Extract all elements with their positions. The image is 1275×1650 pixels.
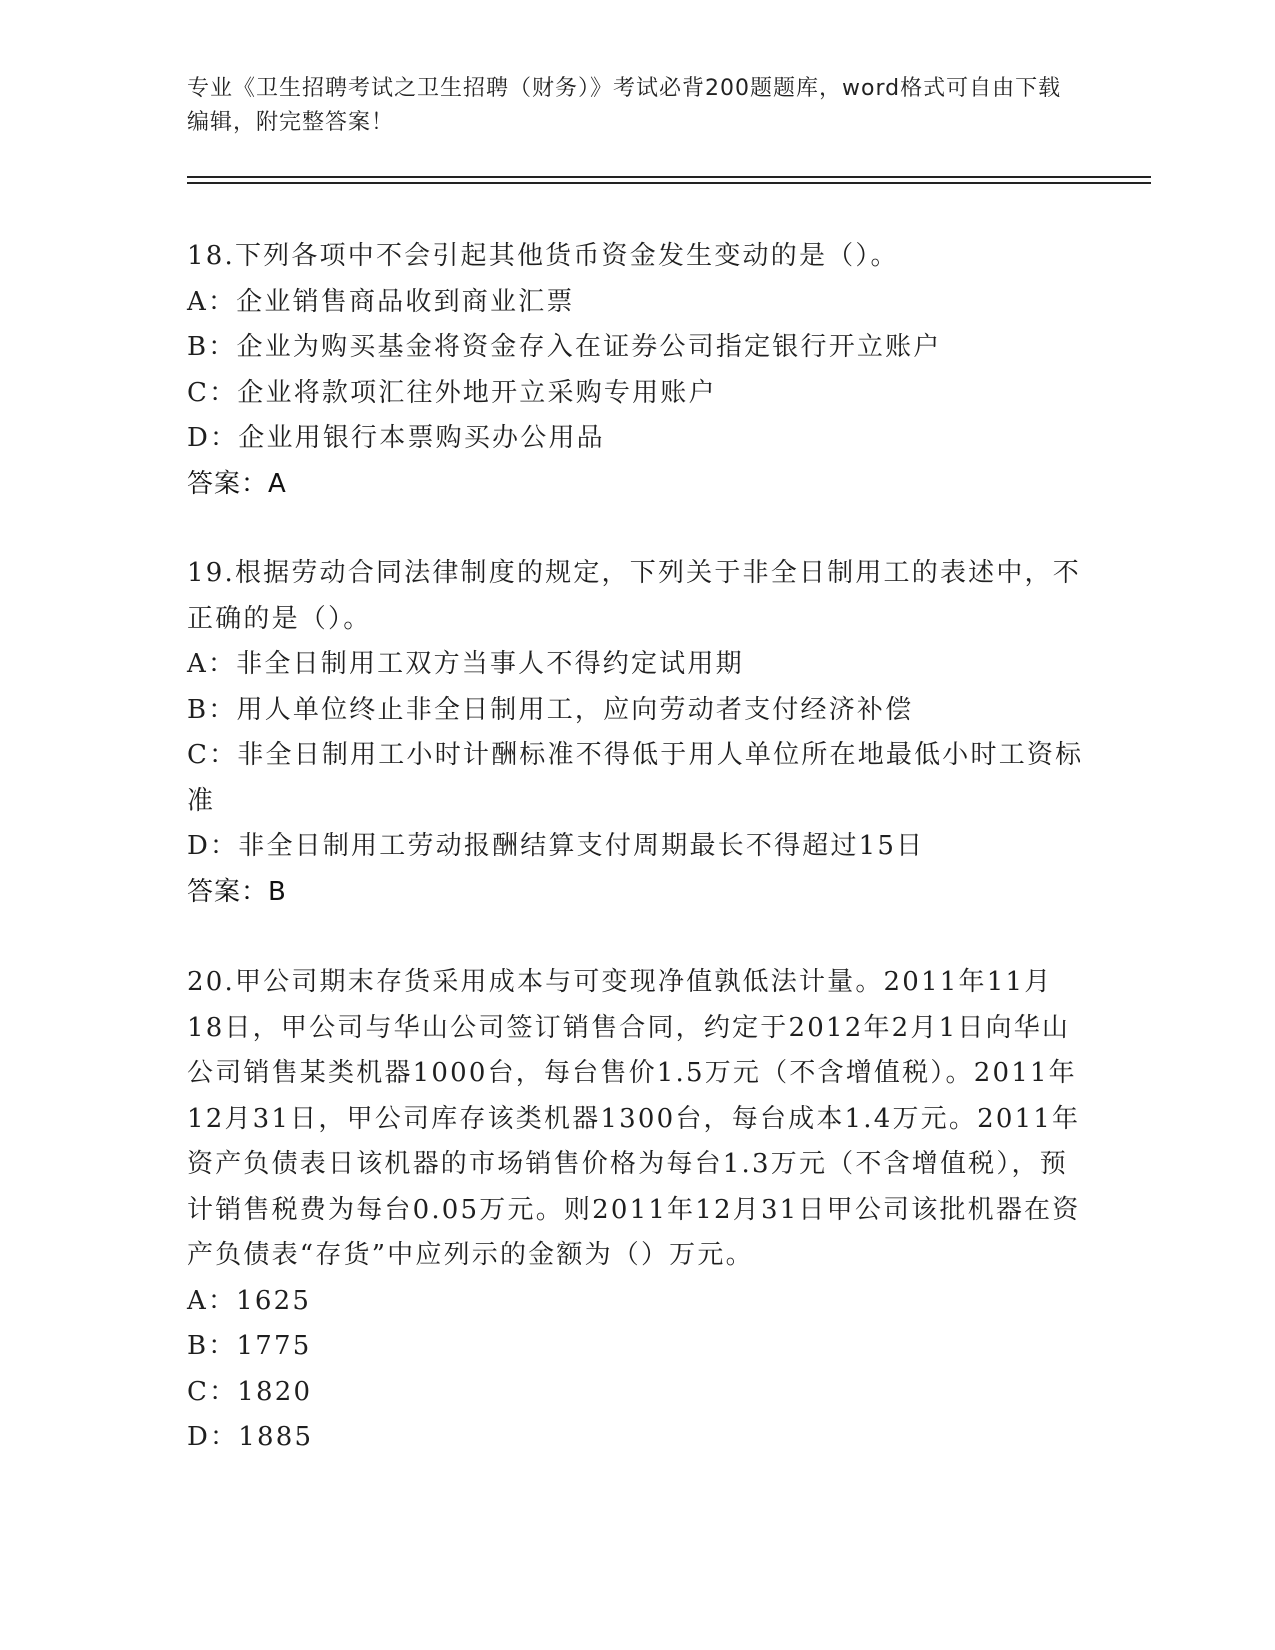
option-b: B：用人单位终止非全日制用工，应向劳动者支付经济补偿 xyxy=(187,694,914,725)
option-a: A：非全日制用工双方当事人不得约定试用期 xyxy=(187,649,744,679)
answer-line xyxy=(187,462,1087,508)
answer-value: A xyxy=(268,468,287,499)
answer-line xyxy=(187,870,1087,916)
option-c: C：1820 xyxy=(187,1376,313,1407)
option-a: A：企业销售商品收到商业汇票 xyxy=(187,286,575,317)
option-d: D：企业用银行本票购买办公用品 xyxy=(187,423,605,453)
header-divider-bottom xyxy=(187,182,1151,184)
document-header: 专业《卫生招聘考试之卫生招聘（财务）》考试必背200题题库，word格式可自由下载编辑，附完整答案！ xyxy=(187,76,1062,135)
question-stem: 19.根据劳动合同法律制度的规定，下列关于非全日制用工的表述中，不正确的是（）。 xyxy=(187,558,1081,634)
question-19 xyxy=(187,551,1087,915)
option-c: C：企业将款项汇往外地开立采购专用账户 xyxy=(187,377,717,408)
option-d: D：非全日制用工劳动报酬结算支付周期最长不得超过15日 xyxy=(187,831,925,861)
option-a: A：1625 xyxy=(187,1285,312,1316)
answer-label: 答案： xyxy=(187,876,269,907)
header-divider-top xyxy=(187,176,1151,178)
option-d: D：1885 xyxy=(187,1422,314,1452)
question-20 xyxy=(187,960,1087,1461)
option-b: B：企业为购买基金将资金存入在证券公司指定银行开立账户 xyxy=(187,332,942,362)
option-c: C：非全日制用工小时计酬标准不得低于用人单位所在地最低小时工资标准 xyxy=(187,740,1084,816)
answer-label: 答案： xyxy=(187,468,269,499)
question-stem: 20.甲公司期末存货采用成本与可变现净值孰低法计量。2011年11月18日，甲公司与华山公司签订销售合同，约定于2012年2月1日向华山公司销售某类机器1000台，每台售价1.5万元（不含增值税）。2011年12月31日，甲公司库存该类机器1300台，每台成本1.4万元。2011年资产负债表日该机器的市场销售价格为每台1.3万元（不含增值税），预计销售税费为每台0.05万元。则2011年12月31日甲公司该批机器在资产负债表“存货”中应列示的金额为（）万元。 xyxy=(187,967,1081,1270)
question-18 xyxy=(187,234,1087,507)
option-b: B：1775 xyxy=(187,1331,312,1361)
answer-value: B xyxy=(268,876,287,907)
question-stem: 18.下列各项中不会引起其他货币资金发生变动的是（）。 xyxy=(187,241,899,271)
